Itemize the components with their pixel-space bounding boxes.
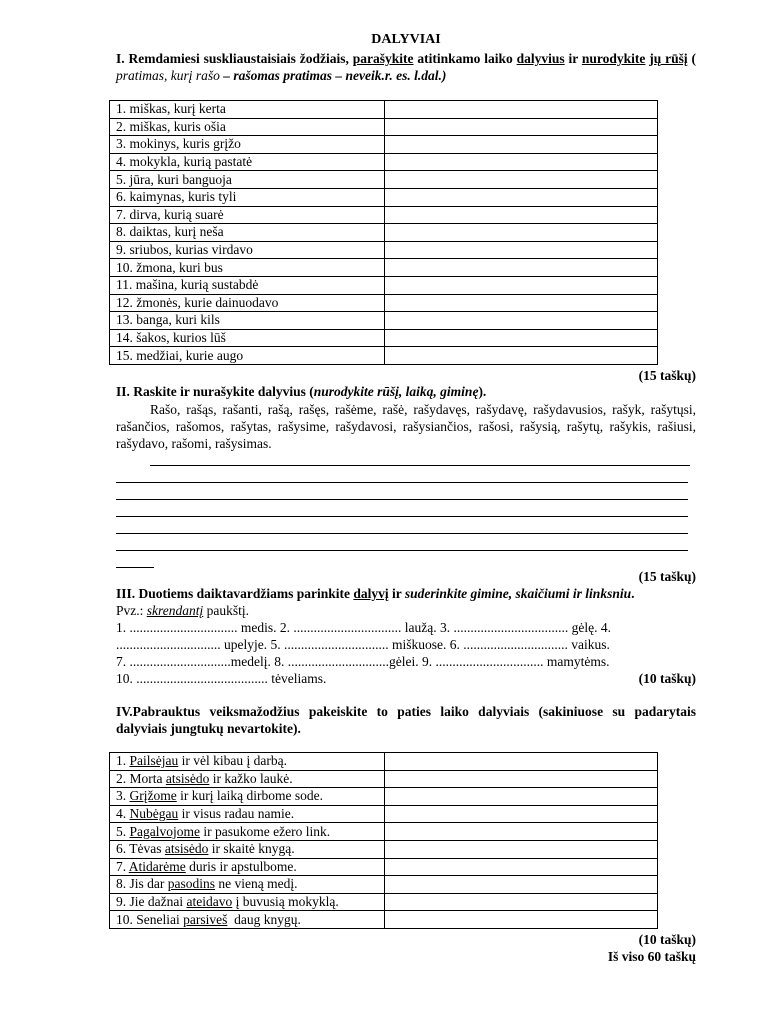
sentence-cell: [110, 858, 385, 876]
underlined-verb: ateidavo: [186, 894, 233, 910]
phrase-cell: 4. mokykla, kurią pastatė: [110, 153, 385, 171]
sentence-start: 7.: [116, 858, 129, 874]
table-row: [110, 788, 658, 806]
sentence-start: 4.: [116, 806, 130, 822]
phrase-cell: 1. miškas, kurį kerta: [110, 101, 385, 119]
sentence-end: ir kažko laukė.: [209, 770, 293, 786]
sentence-end: ir vėl kibau į darbą.: [178, 753, 287, 769]
answer-cell[interactable]: [385, 823, 658, 841]
table-row: [110, 136, 658, 154]
table-row: [110, 101, 658, 119]
phrase-cell: 10. žmona, kuri bus: [110, 259, 385, 277]
s3-example-label: Pvz.:: [116, 603, 147, 618]
s3-line-4[interactable]: 10. ....................................... tėveliams.: [116, 671, 327, 686]
phrase-cell: 2. miškas, kuris ošia: [110, 118, 385, 136]
underlined-verb: parsiveš: [183, 911, 228, 927]
total-points: Iš viso 60 taškų: [607, 949, 696, 964]
table-row: [110, 259, 658, 277]
table-row: [110, 294, 658, 312]
answer-cell[interactable]: [385, 259, 658, 277]
s3-heading-end: .: [631, 586, 635, 601]
table-row: [110, 276, 658, 294]
table-row: [110, 876, 658, 894]
s3-heading: ir: [388, 586, 405, 601]
answer-cell[interactable]: [385, 858, 658, 876]
s3-line-1[interactable]: 1. ................................ medis. 2. ................................ laužą. 3. .................................. gėlę. 4.: [116, 620, 611, 635]
s3-line-3[interactable]: 7. ..............................medelį. 8. ..............................gėlei. 9. ................................ mamytėms.: [116, 654, 610, 669]
phrase-cell: 11. mašina, kurią sustabdė: [110, 276, 385, 294]
s1-text: I. Remdamiesi suskliaustaisiais žodžiais,: [116, 51, 353, 66]
sentence-end: ir kurį laiką dirbome sode.: [176, 788, 323, 804]
table-row: [110, 241, 658, 259]
sentence-start: 8. Jis dar: [116, 876, 168, 892]
underlined-verb: atsisėdo: [164, 841, 209, 857]
underlined-verb: Pailsėjau: [129, 753, 179, 769]
answer-cell[interactable]: [385, 329, 658, 347]
s3-example-participle: skrendantį: [146, 603, 204, 618]
sentence-cell: [110, 770, 385, 788]
answer-cell[interactable]: [385, 805, 658, 823]
answer-line[interactable]: [116, 516, 688, 517]
table-row: [110, 329, 658, 347]
s1-text: atitinkamo laiko: [413, 51, 517, 66]
answer-cell[interactable]: [385, 224, 658, 242]
answer-cell[interactable]: [385, 294, 658, 312]
answer-cell[interactable]: [385, 171, 658, 189]
table-row: [110, 224, 658, 242]
sentence-start: 5.: [116, 823, 130, 839]
s4-heading: IV.Pabrauktus veiksmažodžius pakeiskite to paties laiko dalyviais (sakiniuose su padarytais dalyviais jungtukų nevartokite).: [116, 704, 696, 736]
s2-heading-end: ).: [478, 384, 487, 399]
s3-example-noun: paukštį.: [203, 603, 250, 618]
section-4-instructions: [116, 703, 696, 737]
table-row: [110, 347, 658, 365]
s3-keyword-participle: dalyvį: [353, 586, 389, 601]
sentence-start: 1.: [116, 753, 130, 769]
table-row: [110, 893, 658, 911]
answer-line[interactable]: [116, 482, 688, 483]
answer-cell[interactable]: [385, 206, 658, 224]
phrase-cell: 3. mokinys, kuris grįžo: [110, 136, 385, 154]
s1-example-answer: – rašomas pratimas – neveik.r. es. l.dal.): [219, 68, 447, 83]
s1-example: pratimas, kurį rašo: [116, 68, 220, 83]
section-1-instructions: [116, 50, 696, 84]
sentence-end: ir skaitė knygą.: [208, 841, 295, 857]
phrase-cell: 12. žmonės, kurie dainuodavo: [110, 294, 385, 312]
section-4-table: [109, 752, 658, 929]
phrase-cell: 14. šakos, kurios lūš: [110, 329, 385, 347]
sentence-start: 10. Seneliai: [116, 911, 184, 927]
answer-cell[interactable]: [385, 893, 658, 911]
s1-keyword-type: jų rūšį: [649, 51, 688, 66]
sentence-cell: [110, 893, 385, 911]
s3-heading-italic: suderinkite gimine, skaičiumi ir linksniu: [404, 586, 632, 601]
s1-keyword-write: parašykite: [352, 51, 414, 66]
underlined-verb: Grįžome: [129, 788, 177, 804]
phrase-cell: 15. medžiai, kurie augo: [110, 347, 385, 365]
sentence-cell: [110, 840, 385, 858]
phrase-cell: 13. banga, kuri kils: [110, 312, 385, 330]
table-row: [110, 823, 658, 841]
page-title: DALYVIAI: [371, 32, 441, 47]
table-row: [110, 312, 658, 330]
section-1-table: [109, 100, 658, 365]
s1-keyword-indicate: nurodykite: [581, 51, 646, 66]
table-row: [110, 753, 658, 771]
section-3: [116, 585, 696, 687]
answer-line[interactable]: [116, 567, 154, 568]
underlined-verb: Nubėgau: [129, 806, 179, 822]
sentence-end: ir visus radau namie.: [178, 806, 295, 822]
sentence-cell: [110, 753, 385, 771]
answer-cell[interactable]: [385, 770, 658, 788]
sentence-cell: [110, 823, 385, 841]
answer-cell[interactable]: [385, 136, 658, 154]
answer-cell[interactable]: [385, 101, 658, 119]
sentence-cell: [110, 911, 385, 929]
sentence-cell: [110, 788, 385, 806]
s2-heading: II. Raskite ir nurašykite dalyvius (: [116, 384, 314, 399]
s1-keyword-participles: dalyvius: [516, 51, 565, 66]
sentence-end: ir pasukome ežero link.: [200, 823, 331, 839]
answer-line[interactable]: [150, 465, 690, 466]
answer-cell[interactable]: [385, 753, 658, 771]
phrase-cell: 8. daiktas, kurį neša: [110, 224, 385, 242]
table-row: [110, 188, 658, 206]
answer-cell[interactable]: [385, 840, 658, 858]
answer-line[interactable]: [116, 499, 688, 500]
s3-heading: III. Duotiems daiktavardžiams parinkite: [116, 586, 354, 601]
sentence-end: daug knygų.: [227, 911, 301, 927]
table-row: [110, 118, 658, 136]
table-row: [110, 911, 658, 929]
answer-cell[interactable]: [385, 241, 658, 259]
answer-cell[interactable]: [385, 118, 658, 136]
table-row: [110, 858, 658, 876]
phrase-cell: 6. kaimynas, kuris tyli: [110, 188, 385, 206]
s3-line-2[interactable]: ............................... upelyje. 5. ............................... miškuose. 6. ............................... vaikus.: [116, 637, 610, 652]
sentence-start: 6. Tėvas: [116, 841, 165, 857]
answer-cell[interactable]: [385, 276, 658, 294]
table-row: [110, 153, 658, 171]
s1-text: (: [687, 51, 697, 66]
phrase-cell: 9. sriubos, kurias virdavo: [110, 241, 385, 259]
table-row: [110, 840, 658, 858]
sentence-start: 2. Morta: [116, 770, 166, 786]
answer-cell[interactable]: [385, 347, 658, 365]
answer-cell[interactable]: [385, 788, 658, 806]
section-2: [116, 383, 696, 452]
phrase-cell: 5. jūra, kuri banguoja: [110, 171, 385, 189]
answer-cell[interactable]: [385, 312, 658, 330]
sentence-cell: [110, 805, 385, 823]
underlined-verb: Atidarėme: [128, 858, 186, 874]
table-row: [110, 770, 658, 788]
sentence-end: duris ir apstulbome.: [185, 858, 297, 874]
sentence-start: 3.: [116, 788, 130, 804]
section-3-points: (10 taškų): [638, 671, 696, 686]
underlined-verb: Pagalvojome: [129, 823, 200, 839]
sentence-start: 9. Jie dažnai: [116, 894, 187, 910]
sentence-end: į buvusią mokyklą.: [232, 894, 339, 910]
answer-cell[interactable]: [385, 188, 658, 206]
table-row: [110, 171, 658, 189]
s1-text: ir: [564, 51, 582, 66]
table-row: [110, 805, 658, 823]
sentence-cell: [110, 876, 385, 894]
sentence-end: ne vieną medį.: [215, 876, 298, 892]
s2-heading-italic: nurodykite rūšį, laiką, giminę: [313, 384, 479, 399]
underlined-verb: pasodins: [167, 876, 215, 892]
answer-line[interactable]: [116, 550, 688, 551]
answer-cell[interactable]: [385, 911, 658, 929]
section-2-points: (15 taškų): [638, 569, 696, 584]
answer-cell[interactable]: [385, 876, 658, 894]
s2-word-list: Rašo, rašąs, rašanti, rašą, rašęs, rašėme, rašė, rašydavęs, rašydavę, rašydavusios, rašyk, rašytųsi, rašančios, rašomos, rašytas, rašysime, rašydavosi, rašysiančios, rašosi, rašysią, rašytų, rašykis, rašiusi, rašydavo, rašomi, rašysimas.: [116, 402, 696, 451]
underlined-verb: atsisėdo: [165, 770, 210, 786]
table-row: [110, 206, 658, 224]
phrase-cell: 7. dirva, kurią suarė: [110, 206, 385, 224]
section-1-points: (15 taškų): [638, 368, 696, 383]
section-4-points: (10 taškų): [638, 932, 696, 947]
answer-cell[interactable]: [385, 153, 658, 171]
answer-line[interactable]: [116, 533, 688, 534]
